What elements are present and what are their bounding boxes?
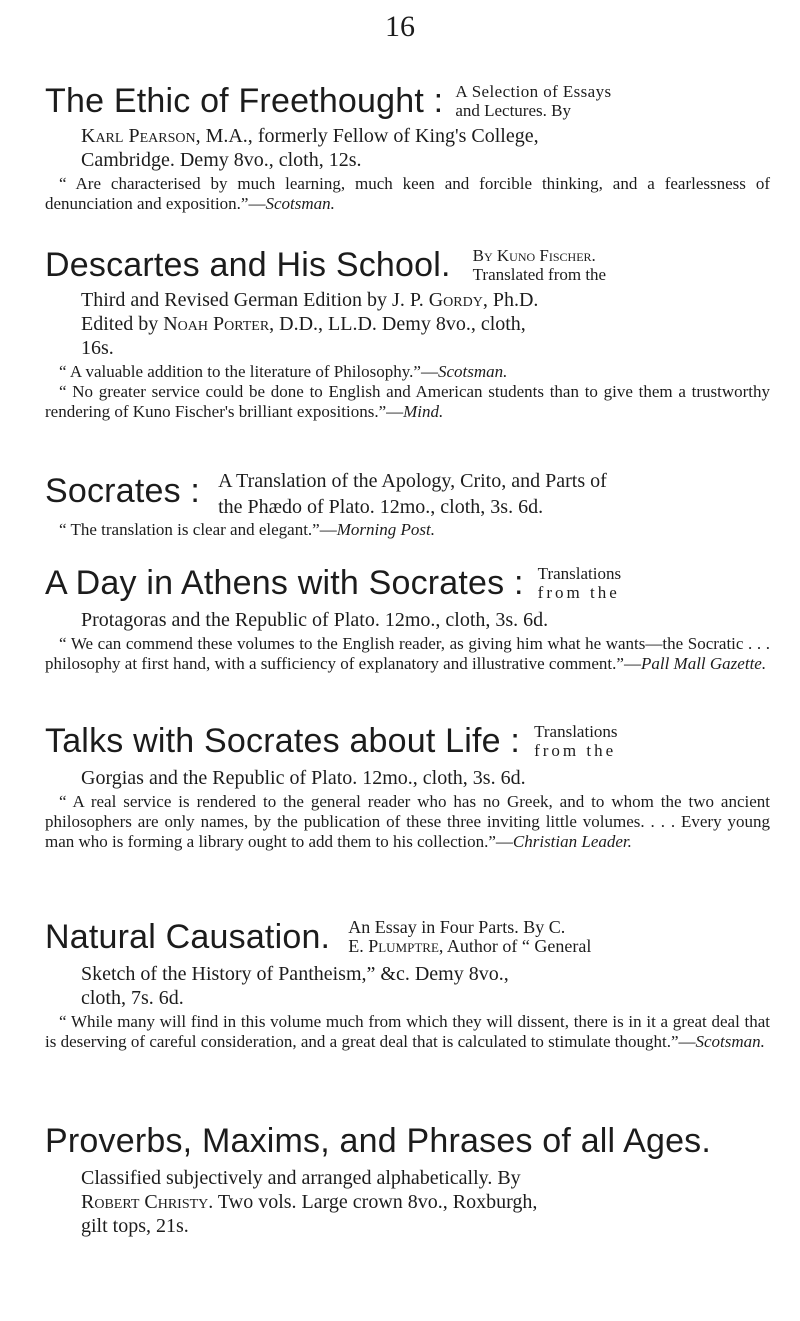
book-title: Proverbs, Maxims, and Phrases of all Ages. — [45, 1122, 712, 1160]
review-source: Pall Mall Gazette. — [640, 654, 767, 673]
book-description: Gorgias and the Republic of Plato. 12mo., cloth, 3s. 6d. — [81, 767, 526, 789]
book-title: Descartes and His School. — [45, 246, 451, 284]
title-note-line: Translated from the — [472, 265, 607, 284]
book-description: Sketch of the History of Pantheism,” &c. Demy 8vo., cloth, 7s. 6d. — [81, 963, 509, 1009]
title-note — [534, 722, 617, 760]
title-note — [538, 564, 621, 602]
title-note-line: from the — [537, 583, 620, 602]
title-note-line: from the — [534, 741, 617, 760]
title-note — [473, 246, 606, 284]
book-title: Socrates : — [45, 472, 201, 510]
book-title: A Day in Athens with Socrates : — [45, 564, 524, 602]
review-quote: “ While many will find in this volume much from which they will dissent, there is in it a great deal that is deserving of careful consideration, and a great deal that is calculated to stimulate thought.”—Scotsman. — [45, 1012, 770, 1051]
title-note — [348, 918, 591, 956]
book-title: Talks with Socrates about Life : — [45, 722, 521, 760]
review-source: Mind. — [403, 402, 444, 421]
book-entry-talks-with-socrates — [45, 722, 770, 852]
editor-name: Gordy — [428, 289, 483, 311]
review-source: Scotsman. — [437, 362, 508, 381]
book-description: A Translation of the Apology, Crito, and Parts of the Phædo of Plato. 12mo., cloth, 3s. 6d. — [218, 470, 607, 518]
book-entry-descartes — [45, 246, 770, 422]
book-entry-socrates — [45, 468, 770, 540]
title-note-line: and Lectures. By — [455, 101, 571, 120]
title-note-line: E. Plumptre, Author of “ General — [348, 936, 592, 956]
page-number: 16 — [385, 10, 415, 43]
book-title: Natural Causation. — [45, 918, 331, 956]
title-note-line: Translations — [537, 564, 622, 583]
editor-name: Noah Porter — [163, 313, 270, 335]
book-description: Karl Pearson, M.A., formerly Fellow of King's College, Cambridge. Demy 8vo., cloth, 12s. — [81, 125, 539, 171]
review-source: Morning Post. — [336, 520, 435, 539]
book-description: Third and Revised German Edition by J. P. Gordy, Ph.D. Edited by Noah Porter, D.D., LL.D. Demy 8vo., cloth, 16s. — [81, 289, 539, 359]
title-note-line: A Selection of Essays — [455, 82, 612, 101]
author-name: Plumptre — [368, 936, 439, 956]
review-source: Scotsman. — [695, 1032, 765, 1051]
title-note-line: An Essay in Four Parts. By C. — [348, 917, 566, 937]
review-quote: “ No greater service could be done to English and American students than to give them a trustworthy rendering of Kuno Fischer's brilliant expositions.”—Mind. — [45, 382, 770, 421]
review-source: Scotsman. — [265, 194, 335, 213]
review-quote: “ The translation is clear and elegant.”—Morning Post. — [59, 520, 435, 539]
book-entry-proverbs — [45, 1124, 770, 1238]
book-entry-natural-causation — [45, 918, 770, 1052]
title-note-line: By Kuno Fischer. — [472, 246, 596, 265]
book-title: The Ethic of Freethought : — [45, 82, 444, 120]
review-quote: “ A real service is rendered to the general reader who has no Greek, and to whom the two ancient philosophers are only names, by the publication of these three inviting little volumes. . . . Every young man who is forming a library ought to add them to his collection.”—Christian Leader. — [45, 792, 770, 851]
review-quote: “ Are characterised by much learning, much keen and forcible thinking, and a fearlessness of denunciation and exposition.”—Scotsman. — [45, 174, 770, 213]
author-name: Karl Pearson, M.A., — [81, 125, 253, 147]
title-note — [455, 82, 611, 120]
book-entry-day-in-athens — [45, 564, 770, 674]
review-quote: “ A valuable addition to the literature of Philosophy.”—Scotsman. — [59, 362, 508, 381]
review-source: Christian Leader. — [512, 832, 632, 851]
book-description: Classified subjectively and arranged alphabetically. By Robert Christy. Two vols. Large crown 8vo., Roxburgh, gilt tops, 21s. — [81, 1167, 538, 1237]
book-description: Protagoras and the Republic of Plato. 12mo., cloth, 3s. 6d. — [81, 609, 549, 631]
title-note-line: Translations — [534, 722, 618, 741]
book-entry-ethic-of-freethought — [45, 82, 770, 214]
author-name: Robert Christy — [81, 1191, 209, 1213]
review-quote: “ We can commend these volumes to the English reader, as giving him what he wants—the Socratic . . . philosophy at first hand, with a sufficiency of explanatory and illustrative comment.”—Pall Mall Gazette. — [45, 634, 770, 673]
